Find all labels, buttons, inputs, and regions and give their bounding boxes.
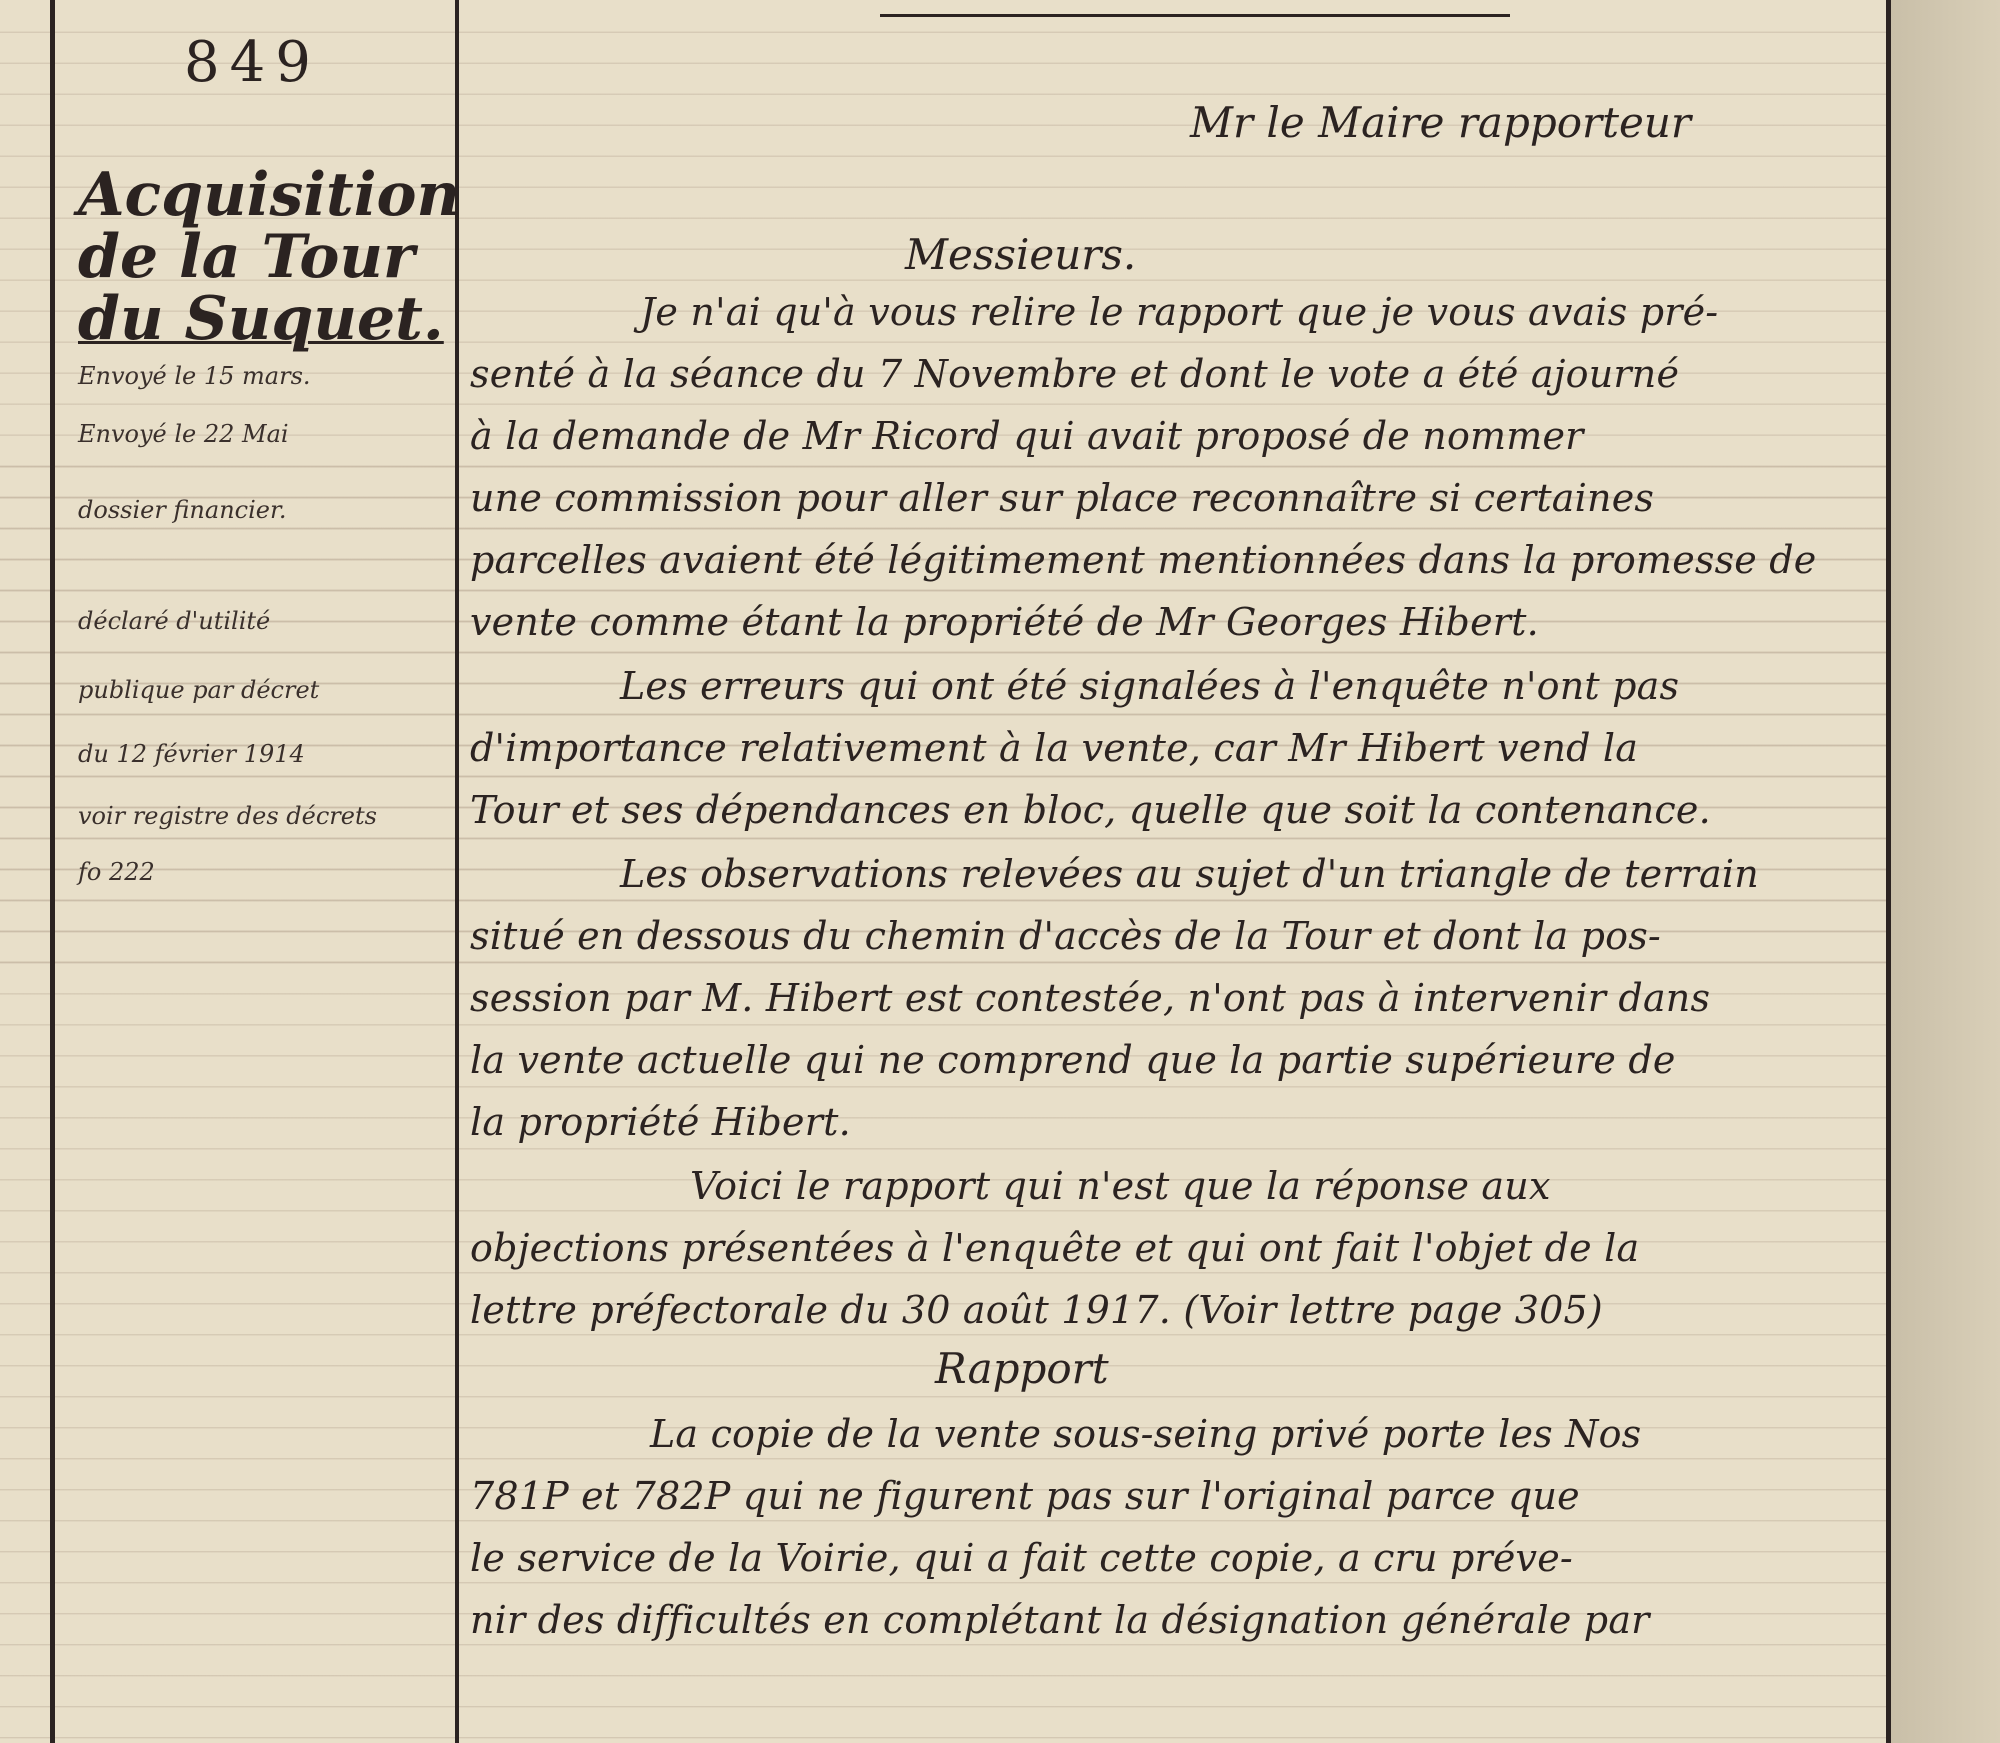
margin-title-line: du Suquet. xyxy=(78,284,444,354)
body-line: vente comme étant la propriété de Mr Georges Hibert. xyxy=(470,600,1539,644)
body-line: la vente actuelle qui ne comprend que la partie supérieure de xyxy=(470,1038,1676,1082)
margin-note: Envoyé le 15 mars. xyxy=(78,362,311,390)
rapport-line: La copie de la vente sous-seing privé porte les Nos xyxy=(650,1412,1642,1456)
rapport-line: 781P et 782P qui ne figurent pas sur l'original parce que xyxy=(470,1474,1580,1518)
margin-column-rule xyxy=(455,0,459,1743)
body-line: la propriété Hibert. xyxy=(470,1100,851,1144)
body-line: session par M. Hibert est contestée, n'ont pas à intervenir dans xyxy=(470,976,1711,1020)
body-line: d'importance relativement à la vente, car Mr Hibert vend la xyxy=(470,726,1639,770)
salutation: Messieurs. xyxy=(905,230,1137,279)
section-heading: Rapport xyxy=(935,1344,1109,1393)
margin-title-line: Acquisition xyxy=(78,160,461,230)
body-line: Les erreurs qui ont été signalées à l'enquête n'ont pas xyxy=(620,664,1680,708)
body-line: Voici le rapport qui n'est que la réponse aux xyxy=(690,1164,1551,1208)
rapport-line: nir des difficultés en complétant la désignation générale par xyxy=(470,1598,1650,1642)
body-line: objections présentées à l'enquête et qui ont fait l'objet de la xyxy=(470,1226,1640,1270)
body-line: senté à la séance du 7 Novembre et dont le vote a été ajourné xyxy=(470,352,1680,396)
margin-note: fo 222 xyxy=(78,858,155,886)
margin-note: voir registre des décrets xyxy=(78,802,377,830)
body-line: lettre préfectorale du 30 août 1917. (Voir lettre page 305) xyxy=(470,1288,1603,1332)
body-line: situé en dessous du chemin d'accès de la Tour et dont la pos- xyxy=(470,914,1661,958)
body-line: Je n'ai qu'à vous relire le rapport que je vous avais pré- xyxy=(640,290,1719,334)
margin-note: Envoyé le 22 Mai xyxy=(78,420,289,448)
rapport-line: le service de la Voirie, qui a fait cette copie, a cru préve- xyxy=(470,1536,1573,1580)
body-line: Tour et ses dépendances en bloc, quelle que soit la contenance. xyxy=(470,788,1711,832)
margin-note: dossier financier. xyxy=(78,496,287,524)
rapporteur-line: Mr le Maire rapporteur xyxy=(1190,98,1691,147)
margin-note: publique par décret xyxy=(78,676,320,704)
body-line: à la demande de Mr Ricord qui avait proposé de nommer xyxy=(470,414,1584,458)
margin-note: du 12 février 1914 xyxy=(78,740,305,768)
folio-number: 849 xyxy=(184,30,321,95)
body-line: Les observations relevées au sujet d'un triangle de terrain xyxy=(620,852,1759,896)
top-separator-rule xyxy=(880,14,1510,17)
page-edge xyxy=(1891,0,2000,1743)
body-line: une commission pour aller sur place reconnaître si certaines xyxy=(470,476,1655,520)
body-line: parcelles avaient été légitimement mentionnées dans la promesse de xyxy=(470,538,1817,582)
left-border-rule xyxy=(50,0,55,1743)
margin-note: déclaré d'utilité xyxy=(78,607,271,635)
margin-title-line: de la Tour xyxy=(78,222,415,292)
